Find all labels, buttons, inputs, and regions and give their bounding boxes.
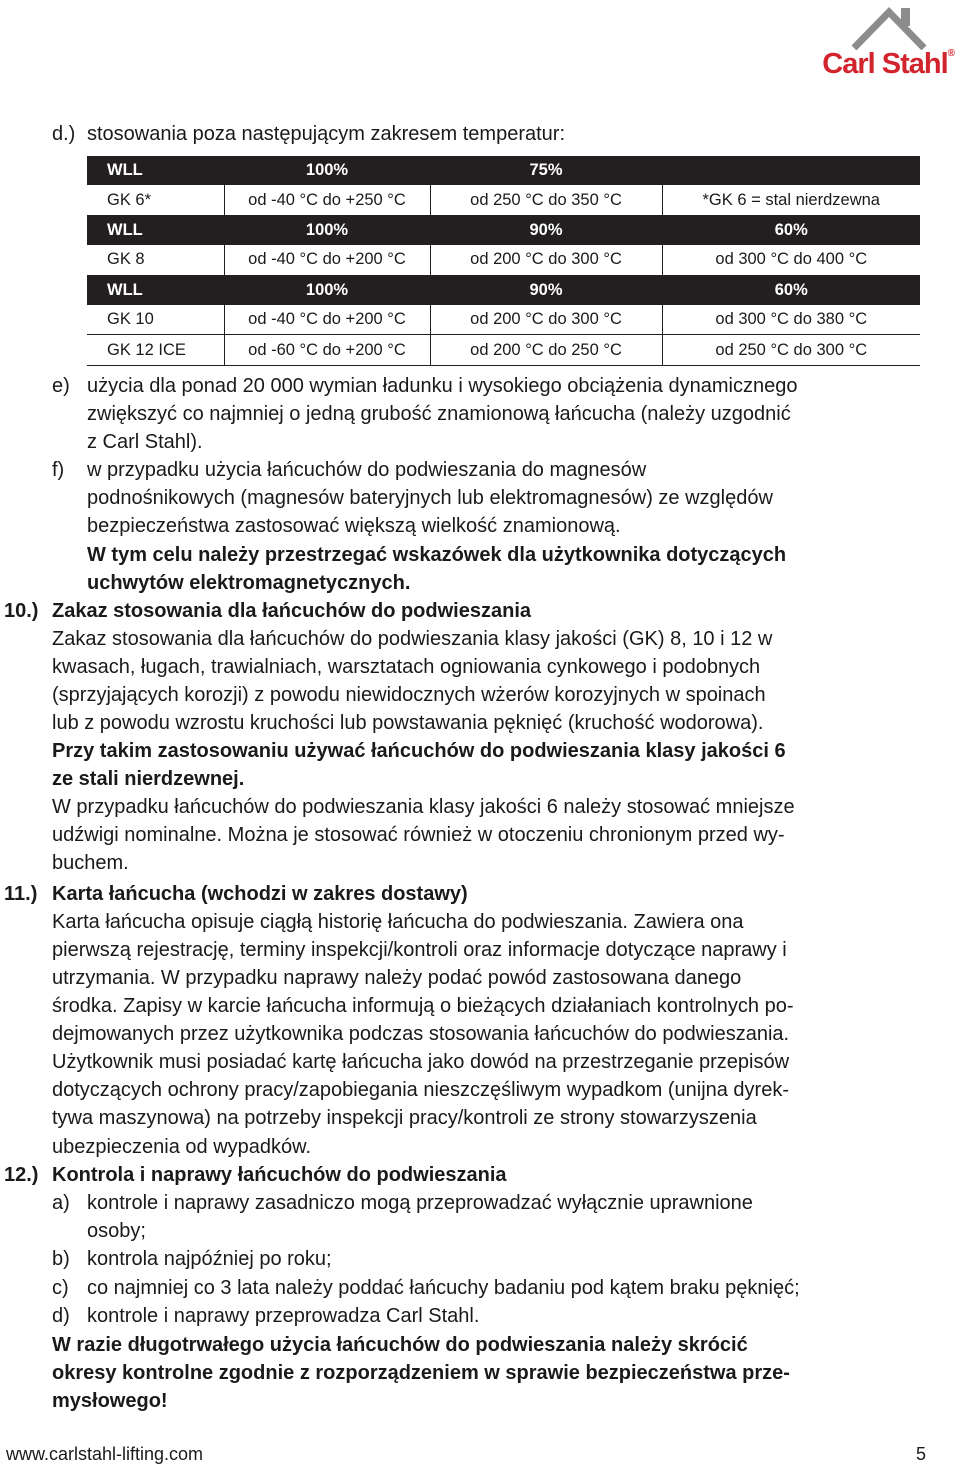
temperature-table — [87, 156, 920, 366]
item-label: c) — [52, 1277, 69, 1299]
section-d-label: d.) — [52, 123, 76, 145]
table-cell: 100% — [224, 275, 430, 305]
numbered-item — [0, 1302, 960, 1330]
text-line — [0, 1104, 960, 1132]
table-cell: od 200 °C do 300 °C — [430, 245, 662, 275]
text-line — [0, 625, 960, 653]
line-text: lub z powodu wzrostu kruchości lub powstawania pęknięć (kruchość wodorowa). — [52, 712, 764, 734]
line-text: użycia dla ponad 20 000 wymian ładunku i wysokiego obciążenia dynamicznego — [87, 375, 798, 397]
text-line — [0, 1217, 960, 1245]
line-text: W tym celu należy przestrzegać wskazówek dla użytkownika dotyczących — [87, 544, 787, 566]
text-line — [0, 849, 960, 877]
table-header-row — [87, 156, 920, 185]
text-line — [0, 541, 960, 569]
table-cell: GK 12 ICE — [87, 335, 224, 365]
table-cell: GK 8 — [87, 245, 224, 275]
line-text: (sprzyjających korozji) z powodu niewidocznych wżerów korozyjnych w spoinach — [52, 684, 766, 706]
text-line — [0, 964, 960, 992]
footer-url[interactable]: www.carlstahl-lifting.com — [6, 1444, 204, 1464]
carl-stahl-logo — [804, 4, 954, 78]
item-label: a) — [52, 1192, 70, 1214]
line-text: mysłowego! — [52, 1390, 168, 1412]
line-text: z Carl Stahl). — [87, 431, 203, 453]
table-header-row — [87, 275, 920, 305]
line-text: W przypadku łańcuchów do podwieszania klasy jakości 6 należy stosować mniejsze — [52, 796, 795, 818]
text-line — [0, 1387, 960, 1415]
text-line — [0, 484, 960, 512]
text-line — [0, 1048, 960, 1076]
line-text: w przypadku użycia łańcuchów do podwieszania do magnesów — [87, 459, 647, 481]
text-line — [0, 428, 960, 456]
item-label: 11.) — [4, 883, 38, 905]
line-text: kwasach, ługach, trawialniach, warsztatach ogniowania cynkowego i podobnych — [52, 656, 761, 678]
text-line — [0, 709, 960, 737]
line-text: ubezpieczenia od wypadków. — [52, 1136, 312, 1158]
page-number: 5 — [915, 1444, 926, 1464]
line-text: pierwszą rejestrację, terminy inspekcji/kontroli oraz informacje dotyczące naprawy i — [52, 939, 787, 961]
table-cell: od -40 °C do +200 °C — [224, 245, 430, 275]
table-cell: GK 6* — [87, 185, 224, 215]
numbered-item — [0, 1274, 960, 1302]
item-label: b) — [52, 1248, 70, 1270]
item-label: 10.) — [4, 600, 39, 622]
line-text: udźwigi nominalne. Można je stosować również w otoczeniu chronionym przed wy- — [52, 824, 785, 846]
table-cell: WLL — [87, 156, 224, 185]
table-cell: 60% — [662, 215, 920, 245]
table-cell: od -40 °C do +250 °C — [224, 185, 430, 215]
table-cell: 100% — [224, 156, 430, 185]
table-cell: 90% — [430, 215, 662, 245]
text-line — [0, 737, 960, 765]
table-cell: GK 10 — [87, 305, 224, 335]
line-text: kontrole i naprawy przeprowadza Carl Stahl. — [87, 1305, 480, 1327]
table-cell — [662, 156, 920, 185]
line-text: Przy takim zastosowaniu używać łańcuchów do podwieszania klasy jakości 6 — [52, 740, 786, 762]
text-line — [0, 1020, 960, 1048]
line-text: buchem. — [52, 852, 129, 874]
line-text: zwiększyć co najmniej o jedną grubość znamionową łańcucha (należy uzgodnić — [87, 403, 791, 425]
line-text: Kontrola i naprawy łańcuchów do podwieszania — [52, 1164, 507, 1186]
line-text: osoby; — [87, 1220, 146, 1242]
line-text: Zakaz stosowania dla łańcuchów do podwieszania klasy jakości (GK) 8, 10 i 12 w — [52, 628, 773, 650]
numbered-item — [0, 1161, 960, 1189]
line-text: dejmowanych przez użytkownika podczas stosowania łańcuchów do podwieszania. — [52, 1023, 790, 1045]
table-cell: od 200 °C do 250 °C — [430, 335, 662, 365]
table-cell: od 300 °C do 400 °C — [662, 245, 920, 275]
table-cell: 60% — [662, 275, 920, 305]
line-text: uchwytów elektromagnetycznych. — [87, 572, 411, 594]
text-line — [0, 908, 960, 936]
table-row — [87, 335, 920, 365]
line-text: kontrole i naprawy zasadniczo mogą przeprowadzać wyłącznie uprawnione — [87, 1192, 753, 1214]
text-line — [0, 1076, 960, 1104]
text-line — [0, 569, 960, 597]
table-cell: od 250 °C do 300 °C — [662, 335, 920, 365]
table-cell: *GK 6 = stal nierdzewna — [662, 185, 920, 215]
table-row — [87, 305, 920, 335]
text-line — [0, 936, 960, 964]
line-text: W razie długotrwałego użycia łańcuchów do podwieszania należy skrócić — [52, 1334, 748, 1356]
numbered-item — [0, 1245, 960, 1273]
table-cell: od -40 °C do +200 °C — [224, 305, 430, 335]
table-cell: od -60 °C do +200 °C — [224, 335, 430, 365]
text-line — [0, 1133, 960, 1161]
text-line — [0, 1359, 960, 1387]
table-cell: 100% — [224, 215, 430, 245]
line-text: środka. Zapisy w karcie łańcucha informują o bieżących działaniach kontrolnych po- — [52, 995, 794, 1017]
numbered-item — [0, 1189, 960, 1217]
item-label: e) — [52, 375, 70, 397]
line-text: tywa maszynowa) na potrzeby inspekcji pracy/kontroli ze strony stowarzyszenia — [52, 1107, 757, 1129]
table-cell: 75% — [430, 156, 662, 185]
table-cell: WLL — [87, 275, 224, 305]
table-row — [87, 185, 920, 215]
text-line — [0, 1331, 960, 1359]
numbered-item — [0, 372, 960, 400]
numbered-item — [0, 880, 960, 908]
line-text: Zakaz stosowania dla łańcuchów do podwieszania — [52, 600, 531, 622]
table-row — [87, 245, 920, 275]
line-text: podnośnikowych (magnesów bateryjnych lub elektromagnesów) ze względów — [87, 487, 773, 509]
text-line — [0, 992, 960, 1020]
line-text: Użytkownik musi posiadać kartę łańcucha jako dowód na przestrzeganie przepisów — [52, 1051, 790, 1073]
item-label: d) — [52, 1305, 70, 1327]
line-text: Karta łańcucha (wchodzi w zakres dostawy) — [52, 883, 468, 905]
line-text: co najmniej co 3 lata należy poddać łańcuchy badaniu pod kątem braku pęknięć; — [87, 1277, 800, 1299]
section-d — [52, 120, 566, 148]
line-text: bezpieczeństwa zastosować większą wielkość znamionową. — [87, 515, 621, 537]
line-text: Karta łańcucha opisuje ciągłą historię łańcucha do podwieszania. Zawiera ona — [52, 911, 744, 933]
table-cell: WLL — [87, 215, 224, 245]
line-text: okresy kontrolne zgodnie z rozporządzeniem w sprawie bezpieczeństwa prze- — [52, 1362, 790, 1384]
text-line — [0, 653, 960, 681]
brand-wordmark: Carl Stahl® — [822, 48, 954, 80]
table-header-row — [87, 215, 920, 245]
numbered-item — [0, 597, 960, 625]
table-cell: od 250 °C do 350 °C — [430, 185, 662, 215]
item-label: 12.) — [4, 1164, 39, 1186]
table-cell: od 200 °C do 300 °C — [430, 305, 662, 335]
text-line — [0, 765, 960, 793]
line-text: utrzymania. W przypadku naprawy należy podać powód zastosowana danego — [52, 967, 742, 989]
house-roof-icon — [844, 4, 934, 50]
section-d-text: stosowania poza następującym zakresem temperatur: — [87, 123, 566, 145]
text-line — [0, 512, 960, 540]
text-line — [0, 793, 960, 821]
table-cell: od 300 °C do 380 °C — [662, 305, 920, 335]
line-text: dotyczących ochrony pracy/zapobiegania nieszczęśliwym wypadkom (unijna dyrek- — [52, 1079, 790, 1101]
text-line — [0, 681, 960, 709]
numbered-item — [0, 456, 960, 484]
line-text: ze stali nierdzewnej. — [52, 768, 245, 790]
item-label: f) — [52, 459, 65, 481]
line-text: kontrola najpóźniej po roku; — [87, 1248, 332, 1270]
table-cell: 90% — [430, 275, 662, 305]
text-line — [0, 400, 960, 428]
text-line — [0, 821, 960, 849]
